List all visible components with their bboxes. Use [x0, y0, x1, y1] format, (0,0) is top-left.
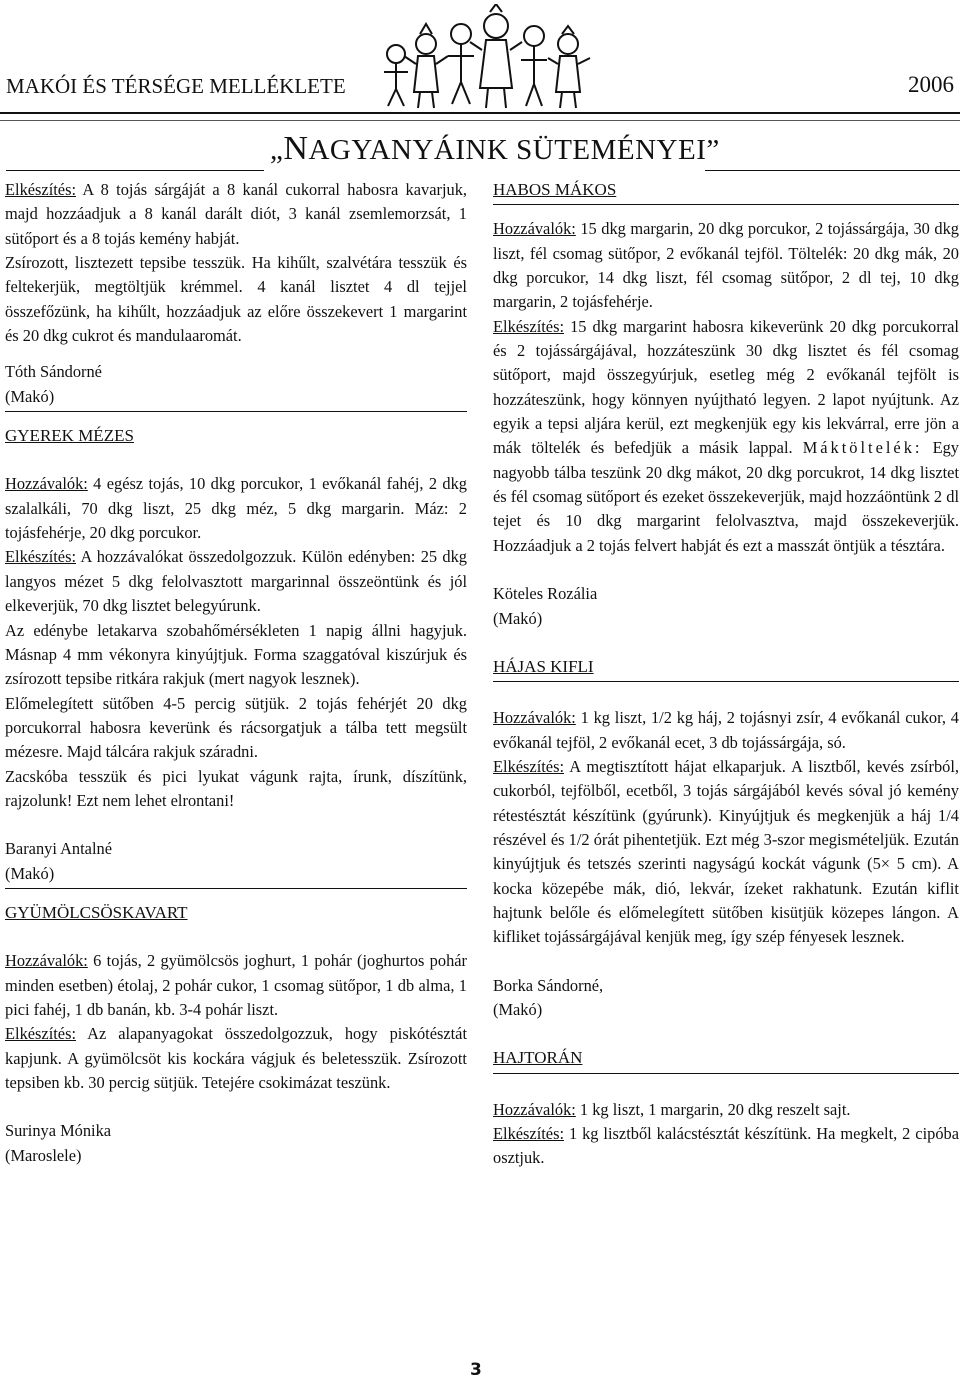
- ingredients-paragraph: Hozzávalók: 1 kg liszt, 1 margarin, 20 dkg reszelt sajt.: [493, 1099, 851, 1119]
- preparation-paragraph: Elkészítés: A megtisztított hájat elkaparjuk. A lisztből, kevés zsírból, cukorból, tejfölből, ecetből, 3 tojás sárgájából kevés sóval jó kemény rétestésztát készítünk (gyúrunk). Kinyújtjuk és megkenjük a háj 1/4 részével és 1/2 órát pihentetjük. Ezt még 3-szor megismételjük. Ezután kinyújtjuk és tetszés szerinti nagyságú kockát vágunk (5× 5 cm). A kocka közepébe mák, dió, lekvár, ízeket rakhatunk. Ezután kiflit hajtunk belőle és előmelegített sütőben kisütjük közepes lángon. A kifliket tojássárgájával kenjük meg, így szép fényesek lesznek.: [493, 756, 959, 947]
- recipe-title: HABOS MÁKOS: [493, 180, 617, 199]
- title-rule-right: [705, 170, 960, 171]
- ingredients-paragraph: Hozzávalók: 6 tojás, 2 gyümölcsös joghurt, 1 pohár (joghurtos pohár minden esetben) étolaj, 2 pohár cukor, 1 csomag sütőpor, 1 db alma, 1 pici fahéj, 1 db banán, kb. 3-4 pohár liszt.: [5, 951, 467, 1019]
- intro-paragraph: Elkészítés: A 8 tojás sárgáját a 8 kanál cukorral habosra kavarjuk, majd hozzáadjuk a 8 kanál darált diót, 3 kanál zsemlemorzsát, 1 sütőport és a 8 tojás kemény habját.: [5, 180, 467, 248]
- preparation-paragraph: Elkészítés: Az alapanyagokat összedolgozzuk, hogy piskótésztát kapjunk. A gyümölcsöt kis kockára vágjuk és beletesszük. Zsírozott tepsiben kb. 30 percig sütjük. Tetejére csokimázat teszünk.: [5, 1024, 467, 1092]
- recipe-title: HÁJAS KIFLI: [493, 656, 594, 676]
- body-paragraph: Zacskóba tesszük és pici lyukat vágunk rajta, írunk, díszítünk, rajzolunk! Ezt nem lehet elrontani!: [5, 766, 467, 810]
- ingredients-paragraph: Hozzávalók: 1 kg liszt, 1/2 kg háj, 2 tojásnyi zsír, 4 evőkanál cukor, 4 evőkanál tejföl, 2 evőkanál ecet, 3 db tojássárgája, só.: [493, 708, 959, 752]
- author-name: Tóth Sándorné: [5, 362, 102, 382]
- intro-paragraph-2: Zsírozott, lisztezett tepsibe tesszük. Ha kihűlt, szalvétára tesszük és feltekerjük, megtöltjük krémmel. 4 kanál lisztet 4 dl tejjel összefőzünk, ha kihűlt, hozzáadjuk az előre összekevert 1 margarint és 20 dkg cukrot és mandulaaromát.: [5, 253, 467, 346]
- author-place: (Makó): [5, 386, 55, 406]
- ingredients-paragraph: Hozzávalók: 4 egész tojás, 10 dkg porcukor, 1 evőkanál fahéj, 2 dkg szalalkáli, 70 dkg liszt, 25 dkg méz, 5 dkg margarin. Máz: 2 tojásfehérje, 20 dkg porcukor.: [5, 474, 467, 543]
- preparation-paragraph: Elkészítés: 15 dkg margarint habosra kikeverünk 20 dkg porcukorral és 2 tojássárgájával, hozzáteszünk 30 dkg lisztet és fél csomag sütőport, majd összegyúrjuk, esetleg még 2 evőkanál tejfölt is hozzáteszünk, hogy könnyen nyújtható legyen. 2 lapot nyújtunk. Az egyik a tepsi aljára kerül, ezt megkenjük egy kis lekvárral, erre jön a mák töltelék és befedjük a másik lappal. Máktöltelék: Egy nagyobb tálba teszünk 20 dkg mákot, 20 dkg porcukrot, 14 dkg lisztet és fél csomag sütőport és ezeket összekeverjük, majd hozzáöntünk 2 dl tejet és 10 dkg margarint felolvasztva, majd összekeverjük. Hozzáadjuk a 2 tojás felvert habját és ezt a masszát öntjük a tésztára.: [493, 316, 959, 555]
- author-name: Baranyi Antalné: [5, 839, 112, 859]
- author-place: (Maroslele): [5, 1145, 82, 1165]
- author-place: (Makó): [5, 863, 55, 883]
- recipe-title: GYEREK MÉZES: [5, 426, 134, 446]
- preparation-paragraph: Elkészítés: 1 kg lisztből kalácstésztát készítünk. Ha megkelt, 2 cipóba osztjuk.: [493, 1124, 959, 1168]
- publication-year: 2006: [908, 72, 954, 97]
- page-title: „NAGYANYÁINK SÜTEMÉNYEI”: [270, 130, 720, 167]
- page-number: 3: [470, 1360, 482, 1380]
- left-column: [5, 178, 467, 1168]
- author-name: Köteles Rozália: [493, 584, 598, 604]
- publication-title: MAKÓI ÉS TÉRSÉGE MELLÉKLETE: [6, 74, 346, 98]
- body-paragraph: Az edénybe letakarva szobahőmérsékleten 1 napig állni hagyjuk. Másnap 4 mm vékonyra kinyújtjuk. Forma szaggatóval kiszúrjuk és zsírozott tepsibe ritkára rakjuk (mert nagyok lesznek).: [5, 620, 467, 689]
- ingredients-paragraph: Hozzávalók: 15 dkg margarin, 20 dkg porcukor, 2 tojássárgája, 30 dkg liszt, fél csomag sütőpor, 2 evőkanál tejföl. Töltelék: 20 dkg mák, 20 dkg porcukor, 14 dkg liszt, fél csomag sütőpor, 2 dl tej, 10 dkg margarin, 2 tojásfehérje.: [493, 219, 959, 312]
- children-drawing-logo: [376, 4, 596, 112]
- author-name: Surinya Mónika: [5, 1121, 112, 1141]
- title-rule-left: [6, 170, 264, 171]
- author-name: Borka Sándorné,: [493, 975, 604, 995]
- author-place: (Makó): [493, 608, 543, 628]
- body-paragraph: Előmelegített sütőben 4-5 percig sütjük. 2 tojás fehérjét 20 dkg porcukorral habosra keverünk és rácsorgatjuk a tálba tett megsült mézesre. Majd tálcára rakjuk száradni.: [5, 693, 467, 762]
- recipe-title: GYÜMÖLCSÖSKAVART: [5, 902, 188, 922]
- preparation-paragraph: Elkészítés: A hozzávalókat összedolgozzuk. Külön edényben: 25 dkg langyos mézet 5 dkg felolvasztott margarinnal összeöntünk és jól elkeverjük, 70 dkg lisztet belegyúrunk.: [5, 547, 467, 616]
- author-place: (Makó): [493, 999, 543, 1019]
- header-rule-thin: [0, 120, 960, 121]
- right-column: [493, 178, 959, 1171]
- header-rule: [0, 112, 960, 114]
- recipe-title: HAJTORÁN: [493, 1048, 583, 1068]
